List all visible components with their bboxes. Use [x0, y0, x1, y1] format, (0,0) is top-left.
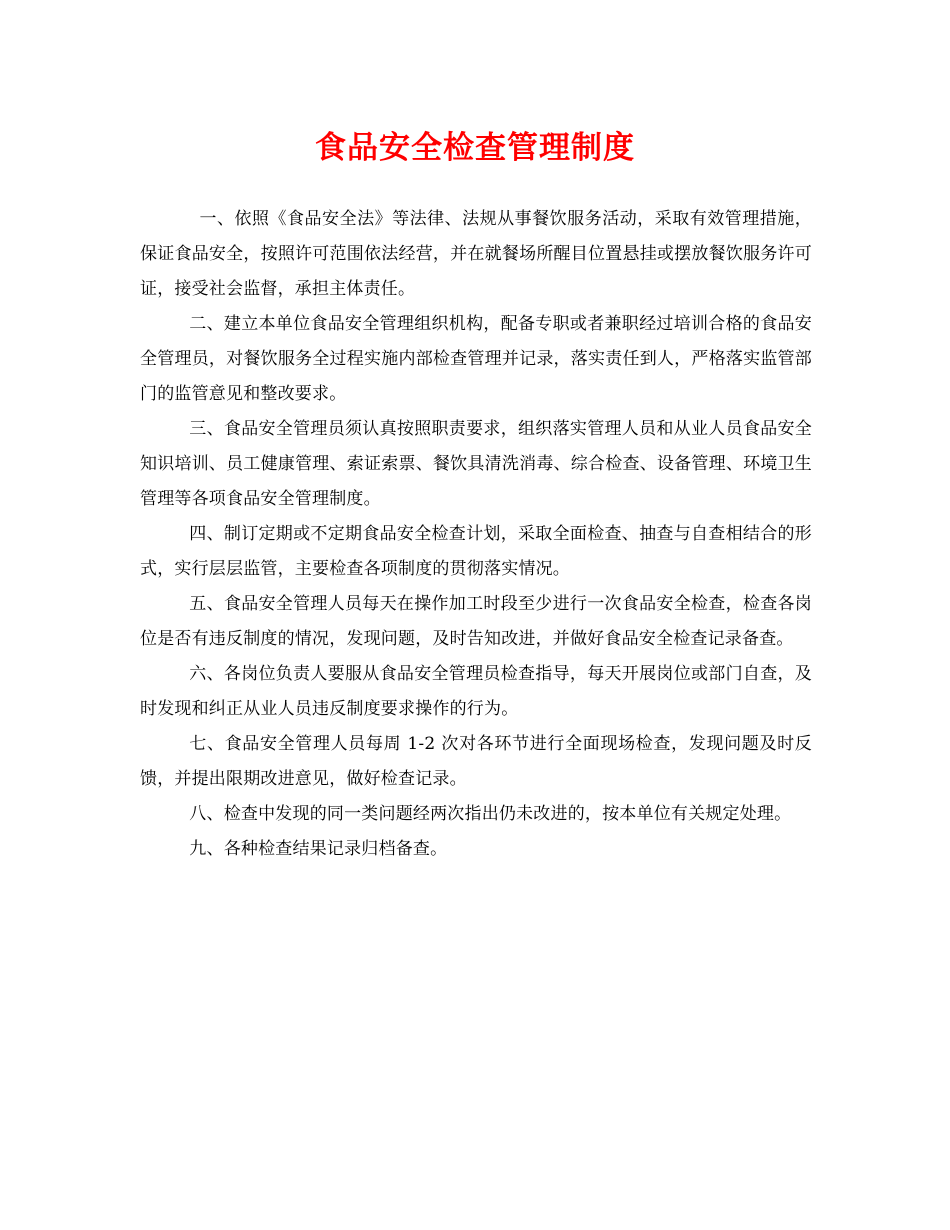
paragraph-8: 八、检查中发现的同一类问题经两次指出仍未改进的，按本单位有关规定处理。 — [189, 804, 792, 824]
paragraph-1: 一、依照《食品安全法》等法律、法规从事餐饮服务活动，采取有效管理措施，保证食品安全，按照许可范围依法经营，并在就餐场所醒目位置悬挂或摆放餐饮服务许可证，接受社会监督，承担主体责任。 — [140, 209, 812, 299]
paragraph-5: 五、食品安全管理人员每天在操作加工时段至少进行一次食品安全检查，检查各岗位是否有违反制度的情况，发现问题，及时告知改进，并做好食品安全检查记录备查。 — [140, 594, 812, 649]
paragraph-6: 六、各岗位负责人要服从食品安全管理员检查指导，每天开展岗位或部门自查，及时发现和纠正从业人员违反制度要求操作的行为。 — [140, 664, 812, 719]
paragraph-9: 九、各种检查结果记录归档备查。 — [189, 839, 448, 859]
document-title: 食品安全检查管理制度 — [315, 130, 635, 166]
paragraph-2: 二、建立本单位食品安全管理组织机构，配备专职或者兼职经过培训合格的食品安全管理员，对餐饮服务全过程实施内部检查管理并记录，落实责任到人，严格落实监管部门的监管意见和整改要求。 — [140, 314, 812, 404]
paragraph-4: 四、制订定期或不定期食品安全检查计划，采取全面检查、抽查与自查相结合的形式，实行层层监管，主要检查各项制度的贯彻落实情况。 — [140, 524, 812, 579]
document-body — [140, 202, 812, 867]
paragraph-3: 三、食品安全管理员须认真按照职责要求，组织落实管理人员和从业人员食品安全知识培训、员工健康管理、索证索票、餐饮具清洗消毒、综合检查、设备管理、环境卫生管理等各项食品安全管理制度。 — [140, 419, 812, 509]
paragraph-7: 七、食品安全管理人员每周 1-2 次对各环节进行全面现场检查，发现问题及时反馈，并提出限期改进意见，做好检查记录。 — [140, 734, 812, 789]
